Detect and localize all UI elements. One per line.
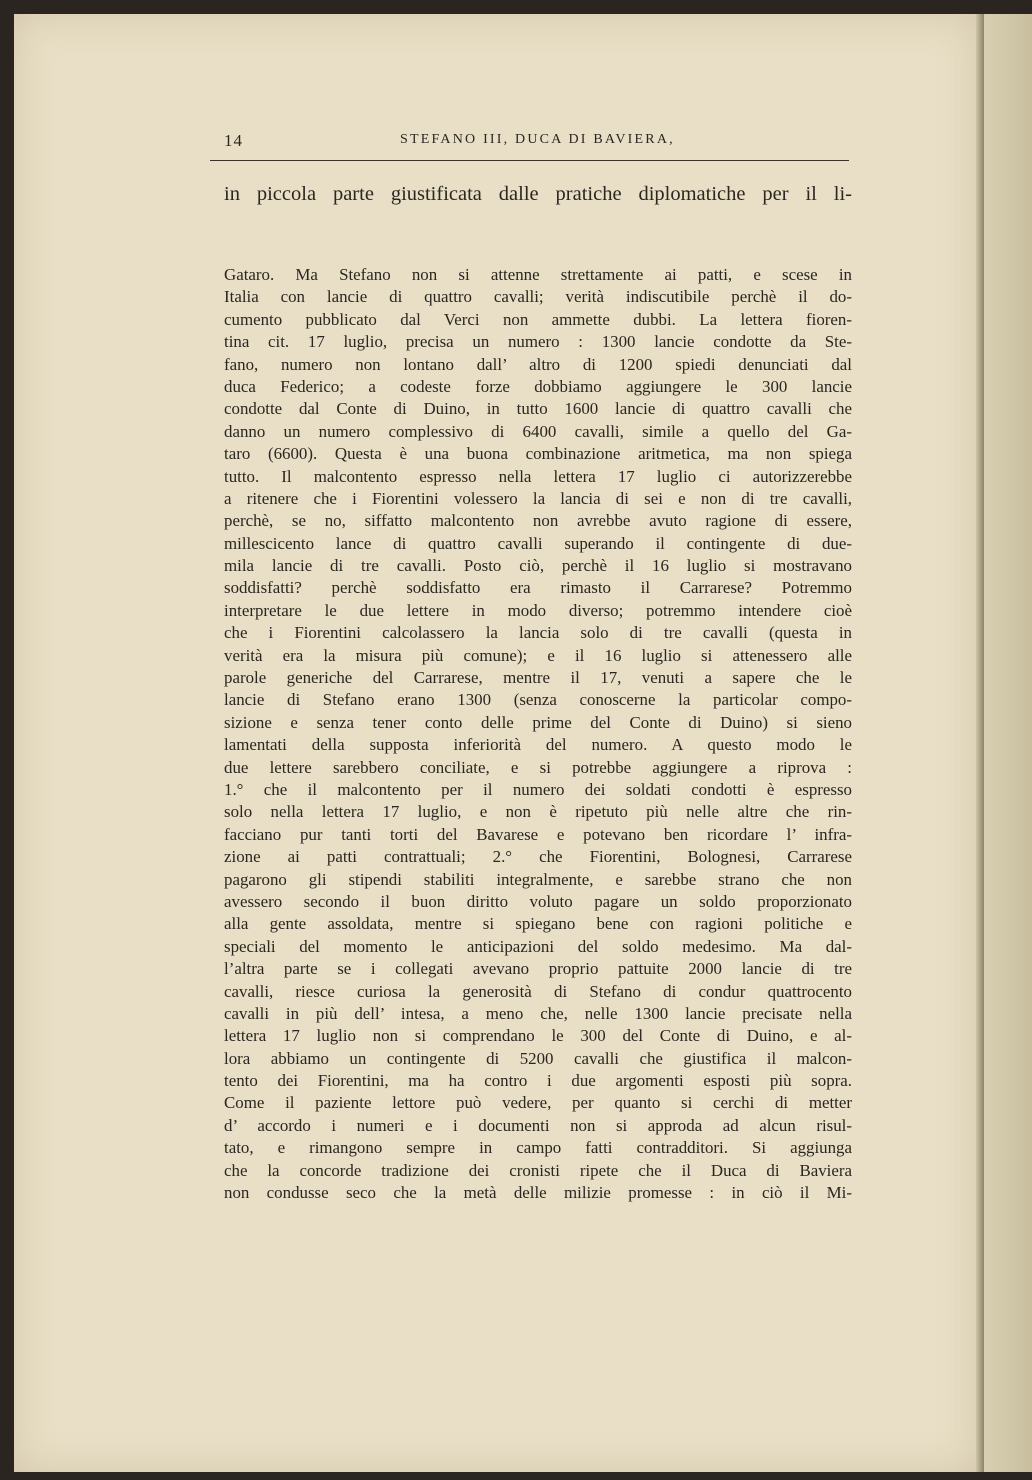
text-line: lora abbiamo un contingente di 5200 cavalli che giustifica il malcon- [224, 1048, 852, 1068]
text-line: perchè, se no, siffatto malcontento non avrebbe avuto ragione di essere, [224, 511, 852, 531]
text-line: pagarono gli stipendi stabiliti integralmente, e sarebbe strano che non [224, 869, 852, 889]
text-line: l’altra parte se i collegati avevano proprio pattuite 2000 lancie di tre [224, 959, 852, 979]
text-line: Italia con lancie di quattro cavalli; verità indiscutibile perchè il do- [224, 287, 852, 307]
body-paragraph [224, 264, 852, 1204]
text-line: condotte dal Conte di Duino, in tutto 1600 lancie di quattro cavalli che [224, 399, 852, 419]
text-line: facciano pur tanti torti del Bavarese e potevano ben ricordare l’ infra- [224, 824, 852, 844]
text-line: cumento pubblicato dal Verci non ammette dubbi. La lettera fioren- [224, 309, 852, 329]
text-line: tutto. Il malcontento espresso nella lettera 17 luglio ci autorizzerebbe [224, 466, 852, 486]
page-number: 14 [224, 131, 243, 150]
text-line: cavalli, riesce curiosa la generosità di Stefano di condur quattrocento [224, 981, 852, 1001]
text-line: fano, numero non lontano dall’ altro di 1200 spiedi denunciati dal [224, 354, 852, 374]
page-edge [976, 14, 984, 1472]
text-line: Come il paziente lettore può vedere, per quanto si cerchi di metter [224, 1093, 852, 1113]
text-line: sizione e senza tener conto delle prime del Conte di Duino) si sieno [224, 712, 852, 732]
text-line: due lettere sarebbero conciliate, e si potrebbe aggiungere a riprova : [224, 757, 852, 777]
text-line: parole generiche del Carrarese, mentre il 17, venuti a sapere che le [224, 668, 852, 688]
text-line: tina cit. 17 luglio, precisa un numero : 1300 lancie condotte da Ste- [224, 332, 852, 352]
header-rule [210, 160, 849, 161]
text-line: che i Fiorentini calcolassero la lancia solo di tre cavalli (questa in [224, 623, 852, 643]
text-line: cavalli in più dell’ intesa, a meno che, nelle 1300 lancie precisate nella [224, 1003, 852, 1023]
text-line: mila lancie di tre cavalli. Posto ciò, perchè il 16 luglio si mostravano [224, 556, 852, 576]
text-line: duca Federico; a codeste forze dobbiamo aggiungere le 300 lancie [224, 376, 852, 396]
text-line: danno un numero complessivo di 6400 cavalli, simile a quello del Ga- [224, 421, 852, 441]
text-line: lancie di Stefano erano 1300 (senza conoscerne la particolar compo- [224, 690, 852, 710]
text-line: tato, e rimangono sempre in campo fatti contradditori. Si aggiunga [224, 1138, 852, 1158]
text-line: millescicento lance di quattro cavalli superando il contingente di due- [224, 533, 852, 553]
text-line: verità era la misura più comune); e il 16 luglio si attenessero alle [224, 645, 852, 665]
text-line: zione ai patti contrattuali; 2.° che Fiorentini, Bolognesi, Carrarese [224, 847, 852, 867]
running-title: STEFANO III, DUCA DI BAVIERA, [400, 132, 675, 147]
text-line: lamentati della supposta inferiorità del numero. A questo modo le [224, 735, 852, 755]
running-header [210, 131, 849, 155]
text-line: avessero secondo il buon diritto voluto pagare un soldo proporzionato [224, 891, 852, 911]
text-line: lettera 17 luglio non si comprendano le 300 del Conte di Duino, e al- [224, 1026, 852, 1046]
text-line: speciali del momento le anticipazioni del soldo medesimo. Ma dal- [224, 936, 852, 956]
text-line: Gataro. Ma Stefano non si attenne strettamente ai patti, e scese in [224, 265, 852, 284]
text-line: d’ accordo i numeri e i documenti non si approda ad alcun risul- [224, 1115, 852, 1135]
first-line: in piccola parte giustificata dalle pratiche diplomatiche per il li- [224, 183, 852, 205]
text-line: solo nella lettera 17 luglio, e non è ripetuto più nelle altre che rin- [224, 802, 852, 822]
text-line: che la concorde tradizione dei cronisti ripete che il Duca di Baviera [224, 1160, 852, 1180]
text-line: non condusse seco che la metà delle milizie promesse : in ciò il Mi- [224, 1183, 852, 1203]
text-line: alla gente assoldata, mentre si spiegano bene con ragioni politiche e [224, 914, 852, 934]
next-page-strip [984, 14, 1032, 1472]
text-line: a ritenere che i Fiorentini volessero la lancia di sei e non di tre cavalli, [224, 488, 852, 508]
text-line: taro (6600). Questa è una buona combinazione aritmetica, ma non spiega [224, 444, 852, 464]
text-line: tento dei Fiorentini, ma ha contro i due argomenti esposti più sopra. [224, 1071, 852, 1091]
text-line: soddisfatti? perchè soddisfatto era rimasto il Carrarese? Potremmo [224, 578, 852, 598]
text-line: interpretare le due lettere in modo diverso; potremmo intendere cioè [224, 600, 852, 620]
text-line: 1.° che il malcontento per il numero dei soldati condotti è espresso [224, 779, 852, 799]
